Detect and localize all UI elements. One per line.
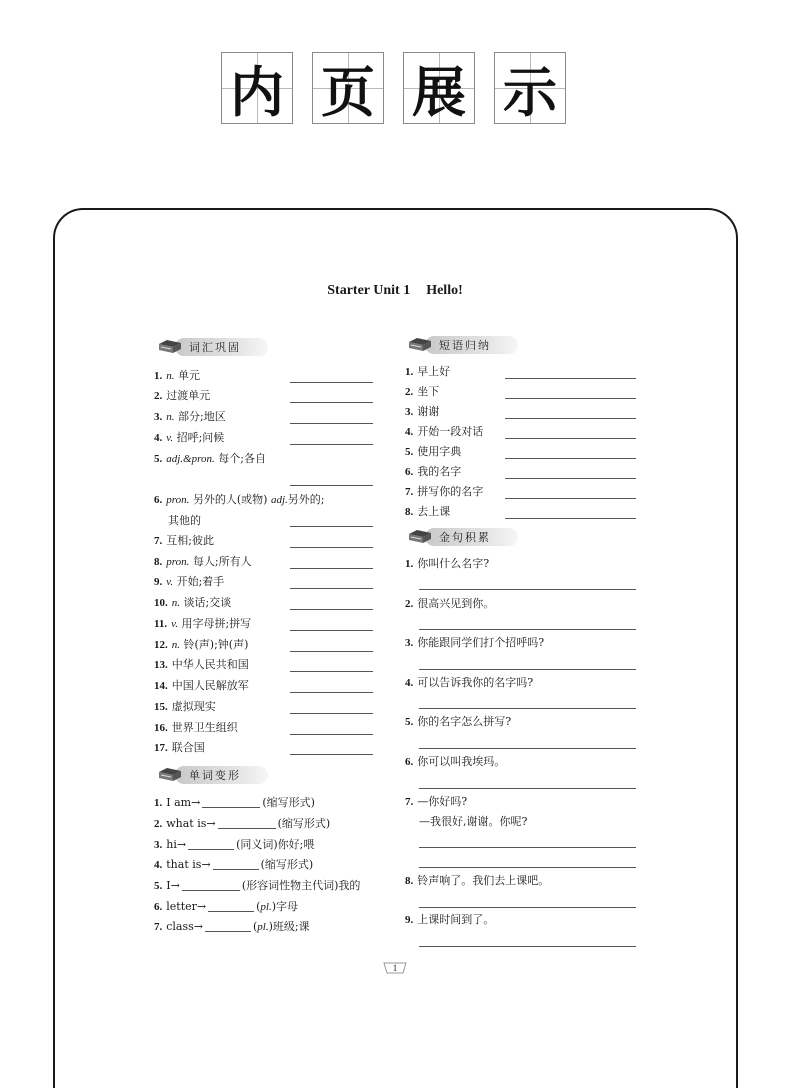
part-of-speech: n. — [166, 411, 175, 423]
item-text: 使用字典 — [417, 445, 462, 458]
item-text: 很高兴见到你。 — [417, 597, 495, 610]
section-word-forms — [157, 765, 241, 785]
vocab-item — [154, 369, 200, 383]
word-base: class→ — [166, 920, 203, 933]
sentence-item — [405, 874, 549, 888]
book-icon — [157, 766, 183, 784]
answer-line — [290, 588, 373, 589]
item-text: 用字母拼;拼写 — [177, 617, 252, 630]
answer-line — [290, 609, 373, 610]
vocab-item — [154, 741, 205, 755]
item-number: 1. — [154, 797, 163, 809]
item-number: 9. — [154, 576, 163, 588]
answer-line — [290, 568, 373, 569]
answer-line — [290, 547, 373, 548]
item-number: 1. — [154, 370, 163, 382]
title-box — [403, 52, 475, 124]
answer-line — [290, 382, 373, 383]
answer-line — [419, 708, 636, 709]
form-note: (缩写形式) — [262, 796, 315, 809]
page-title — [0, 283, 790, 299]
word-form-item — [154, 920, 310, 934]
item-number: 7. — [154, 921, 163, 933]
item-text: 每个;各自 — [214, 452, 266, 465]
answer-line — [505, 378, 636, 379]
vocab-item — [154, 658, 249, 672]
item-number: 4. — [405, 677, 414, 689]
item-number: 2. — [405, 386, 414, 398]
item-number: 2. — [154, 390, 163, 402]
item-number: 2. — [154, 818, 163, 830]
page-number — [383, 961, 407, 975]
form-note: (同义词)你好;喂 — [236, 838, 315, 851]
vocab-item — [154, 534, 214, 548]
item-number: 8. — [154, 556, 163, 568]
item-number: 6. — [154, 901, 163, 913]
sentence-item — [405, 715, 511, 729]
item-number: 5. — [154, 453, 163, 465]
section-title: 短语归纳 — [439, 339, 491, 352]
item-number: 7. — [405, 796, 414, 808]
vocab-item — [154, 389, 210, 403]
answer-line — [290, 651, 373, 652]
answer-line — [290, 444, 373, 445]
vocab-item — [154, 700, 216, 714]
answer-line — [419, 907, 636, 908]
item-number: 3. — [405, 637, 414, 649]
book-icon — [157, 338, 183, 356]
item-number: 17. — [154, 742, 168, 754]
item-number: 11. — [154, 618, 168, 630]
book-icon — [407, 336, 433, 354]
answer-blank — [218, 817, 276, 829]
item-number: 9. — [405, 914, 414, 926]
item-text: 可以告诉我你的名字吗? — [417, 676, 534, 689]
answer-line — [505, 438, 636, 439]
answer-blank — [213, 858, 259, 870]
part-of-speech: n. — [171, 597, 180, 609]
word-base: what is→ — [166, 817, 216, 830]
item-text: 你能跟同学们打个招呼吗? — [417, 636, 545, 649]
sentence-item — [405, 913, 494, 927]
item-text: 过渡单元 — [166, 389, 211, 402]
part-of-speech: pl. — [260, 901, 272, 913]
item-number: 14. — [154, 680, 168, 692]
item-text: 上课时间到了。 — [417, 913, 495, 926]
answer-line — [419, 629, 636, 630]
header-title — [221, 52, 571, 128]
part-of-speech: adj.&pron. — [166, 453, 215, 465]
section-title: 金句积累 — [439, 531, 491, 544]
answer-line — [419, 788, 636, 789]
item-number: 2. — [405, 598, 414, 610]
title-char: 展 — [412, 60, 466, 124]
item-text: 谢谢 — [417, 405, 440, 418]
answer-line — [505, 498, 636, 499]
item-text: 单元 — [174, 369, 200, 382]
answer-line — [290, 754, 373, 755]
answer-line — [419, 748, 636, 749]
item-number: 6. — [405, 756, 414, 768]
answer-line — [290, 402, 373, 403]
form-note: (缩写形式) — [260, 858, 314, 871]
word-form-item — [154, 838, 314, 852]
answer-line — [290, 485, 373, 486]
form-note: (形容词性物主代词)我的 — [241, 879, 361, 892]
sentence-item — [405, 795, 467, 809]
book-icon — [407, 528, 433, 546]
item-number: 5. — [405, 446, 414, 458]
word-base: letter→ — [166, 900, 207, 913]
vocab-item — [154, 575, 224, 589]
item-number: 6. — [405, 466, 414, 478]
phrase-item — [405, 385, 439, 399]
part-of-speech: adj. — [270, 494, 288, 506]
item-text: 我的名字 — [417, 465, 462, 478]
answer-line — [290, 713, 373, 714]
sentence-item — [405, 676, 533, 690]
sentence-item — [405, 597, 494, 611]
answer-line — [505, 518, 636, 519]
word-form-item — [154, 858, 313, 872]
title-box — [312, 52, 384, 124]
item-number: 5. — [405, 716, 414, 728]
form-note: )字母 — [271, 900, 299, 913]
item-text: —我很好,谢谢。你呢? — [419, 815, 528, 828]
item-text: 招呼;问候 — [173, 431, 225, 444]
answer-line — [505, 418, 636, 419]
phrase-item — [405, 425, 483, 439]
vocab-item-continued — [168, 514, 201, 528]
form-note: )班级;课 — [268, 920, 310, 933]
title-char: 页 — [321, 60, 375, 124]
item-text: 你可以叫我埃玛。 — [417, 755, 506, 768]
item-text: 拼写你的名字 — [417, 485, 484, 498]
item-text: 你叫什么名字? — [417, 557, 490, 570]
page-number-text: 1 — [392, 963, 398, 973]
vocab-item — [154, 596, 231, 610]
section-phrases — [407, 335, 491, 355]
unit-label: Starter Unit 1 — [327, 283, 411, 298]
item-text: 虚拟现实 — [171, 700, 216, 713]
item-text: 另外的; — [287, 493, 325, 506]
part-of-speech: pron. — [166, 494, 190, 506]
item-number: 4. — [154, 859, 163, 871]
answer-line — [419, 589, 636, 590]
item-text: 中华人民共和国 — [171, 658, 249, 671]
item-number: 8. — [405, 506, 414, 518]
item-text: 世界卫生组织 — [171, 721, 238, 734]
item-number: 7. — [154, 535, 163, 547]
vocab-item — [154, 679, 249, 693]
item-text: 你的名字怎么拼写? — [417, 715, 512, 728]
answer-line — [505, 458, 636, 459]
vocab-item — [154, 410, 226, 424]
vocab-item — [154, 493, 324, 507]
section-vocab — [157, 337, 241, 357]
phrase-item — [405, 465, 461, 479]
vocab-item — [154, 555, 252, 569]
answer-line — [290, 630, 373, 631]
part-of-speech: v. — [166, 432, 174, 444]
item-text: 开始一段对话 — [417, 425, 484, 438]
vocab-item — [154, 617, 251, 631]
vocab-item — [154, 638, 248, 652]
part-of-speech: v. — [166, 576, 174, 588]
item-number: 3. — [154, 411, 163, 423]
part-of-speech: n. — [166, 370, 175, 382]
sentence-item — [405, 755, 505, 769]
paren-open: ( — [253, 920, 258, 933]
title-char: 示 — [503, 60, 557, 124]
item-text: 铃(声);钟(声) — [180, 638, 249, 651]
unit-topic: Hello! — [426, 283, 463, 298]
answer-line — [419, 946, 636, 947]
answer-line — [290, 671, 373, 672]
vocab-item — [154, 431, 224, 445]
item-text: 去上课 — [417, 505, 451, 518]
vocab-item — [154, 721, 238, 735]
item-text: 铃声响了。我们去上课吧。 — [417, 874, 550, 887]
word-base: I am→ — [166, 796, 201, 809]
answer-blank — [182, 879, 240, 891]
item-number: 16. — [154, 722, 168, 734]
item-number: 15. — [154, 701, 168, 713]
answer-blank — [208, 900, 254, 912]
title-box — [221, 52, 293, 124]
item-number: 3. — [154, 839, 163, 851]
phrase-item — [405, 505, 450, 519]
answer-blank — [188, 838, 234, 850]
word-base: I→ — [166, 879, 180, 892]
item-text: 早上好 — [417, 365, 451, 378]
item-text: 部分;地区 — [174, 410, 226, 423]
sentence-item — [405, 557, 489, 571]
item-number: 1. — [405, 366, 414, 378]
answer-line — [290, 692, 373, 693]
word-base: that is→ — [166, 858, 211, 871]
answer-line — [505, 478, 636, 479]
answer-line — [505, 398, 636, 399]
title-char: 内 — [230, 60, 284, 124]
section-title: 单词变形 — [189, 769, 241, 782]
answer-line — [290, 423, 373, 424]
answer-blank — [202, 796, 260, 808]
word-form-item — [154, 817, 330, 831]
word-form-item — [154, 900, 298, 914]
phrase-item — [405, 445, 461, 459]
item-text: —你好吗? — [417, 795, 468, 808]
item-number: 4. — [405, 426, 414, 438]
section-title: 词汇巩固 — [189, 341, 241, 354]
part-of-speech: v. — [171, 618, 178, 630]
phrase-item — [405, 405, 439, 419]
answer-line — [290, 526, 373, 527]
word-form-item — [154, 879, 360, 893]
item-number: 7. — [405, 486, 414, 498]
item-number: 4. — [154, 432, 163, 444]
item-text: 每人;所有人 — [189, 555, 252, 568]
answer-line — [290, 734, 373, 735]
item-number: 6. — [154, 494, 163, 506]
phrase-item — [405, 365, 450, 379]
item-text: 互相;彼此 — [166, 534, 214, 547]
item-number: 13. — [154, 659, 168, 671]
answer-line — [419, 867, 636, 868]
item-number: 5. — [154, 880, 163, 892]
item-number: 10. — [154, 597, 168, 609]
title-box — [494, 52, 566, 124]
answer-blank — [205, 920, 251, 932]
part-of-speech: pron. — [166, 556, 190, 568]
answer-line — [419, 847, 636, 848]
item-text: 另外的人(或物) — [189, 493, 271, 506]
section-sentences — [407, 527, 491, 547]
sentence-item — [405, 636, 544, 650]
form-note: (缩写形式) — [277, 817, 331, 830]
item-text: 联合国 — [171, 741, 205, 754]
item-text: 中国人民解放军 — [171, 679, 249, 692]
paren-open: ( — [256, 900, 261, 913]
item-text: 开始;着手 — [173, 575, 225, 588]
item-text: 谈话;交谈 — [180, 596, 232, 609]
part-of-speech: n. — [171, 639, 180, 651]
item-text: 坐下 — [417, 385, 440, 398]
answer-line — [419, 669, 636, 670]
word-form-item — [154, 796, 315, 810]
item-number: 8. — [405, 875, 414, 887]
item-number: 1. — [405, 558, 414, 570]
item-text: 其他的 — [168, 514, 201, 527]
item-number: 12. — [154, 639, 168, 651]
item-number: 3. — [405, 406, 414, 418]
sentence-item-continued — [419, 815, 527, 829]
vocab-item — [154, 452, 266, 466]
part-of-speech: pl. — [257, 921, 269, 933]
word-base: hi→ — [166, 838, 187, 851]
phrase-item — [405, 485, 483, 499]
